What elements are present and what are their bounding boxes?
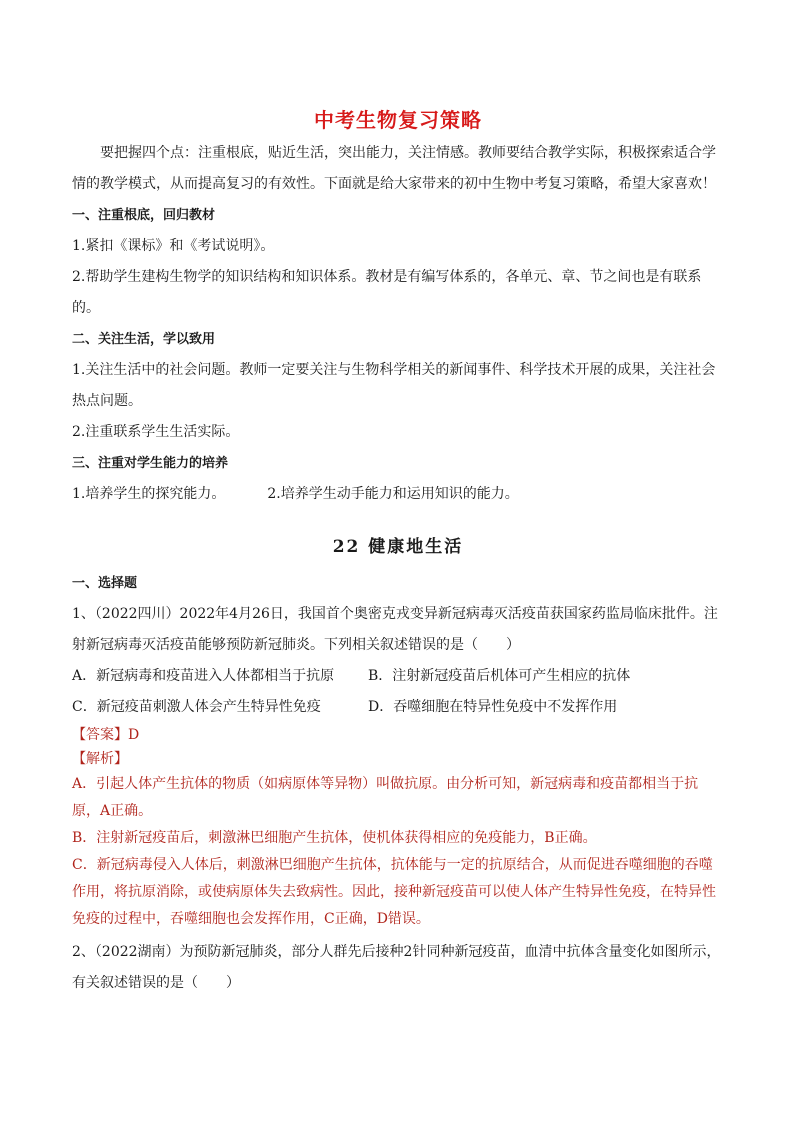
question-block xyxy=(72,568,724,999)
document-title: 中考生物复习策略 xyxy=(314,108,482,132)
question-1-options-row-2 xyxy=(72,692,724,723)
question-1-analysis-label: 【解析】 xyxy=(72,751,128,767)
section-1-item-2: 2.帮助学生建构生物学的知识结构和知识体系。教材是有编写体系的，各单元、章、节之间也是有联系的。 xyxy=(72,269,702,316)
intro-paragraph: 要把握四个点：注重根底，贴近生活，突出能力，关注情感。教师要结合教学实际，积极探索适合学情的教学模式，从而提高复习的有效性。下面就是给大家带来的初中生物中考复习策略，希望大家喜欢！ xyxy=(72,145,716,192)
chapter-title: 22 健康地生活 xyxy=(332,537,464,557)
analysis-c: C．新冠病毒侵入人体后，刺激淋巴细胞产生抗体，抗体能与一定的抗原结合，从而促进吞噬细胞的吞噬作用，将抗原消除，或使病原体失去致病性。因此，接种新冠疫苗可以使人体产生特异性免疫，在特异性免疫的过程中，吞噬细胞也会发挥作用，C正确，D错误。 xyxy=(72,857,716,927)
section-3-item-1: 1.培养学生的探究能力。 xyxy=(72,486,226,502)
option-a: A．新冠病毒和疫苗进入人体都相当于抗原 xyxy=(72,668,335,684)
option-c: C．新冠疫苗刺激人体会产生特异性免疫 xyxy=(72,699,321,715)
strategy-block xyxy=(72,138,724,510)
section-1-item-1: 1.紧扣《课标》和《考试说明》。 xyxy=(72,238,275,254)
option-b: B．注射新冠疫苗后机体可产生相应的抗体 xyxy=(368,668,631,684)
analysis-b: B．注射新冠疫苗后，刺激淋巴细胞产生抗体，使机体获得相应的免疫能力，B正确。 xyxy=(72,830,597,846)
section-heading-2: 二、关注生活，学以致用 xyxy=(72,332,216,347)
analysis-a: A．引起人体产生抗体的物质（如病原体等异物）叫做抗原。由分析可知，新冠病毒和疫苗都相当于抗原，A正确。 xyxy=(72,776,699,819)
question-1-options-row-1 xyxy=(72,661,724,692)
question-1-answer: 【答案】D xyxy=(72,727,140,743)
section-3-items xyxy=(72,479,724,510)
section-3-item-2: 2.培养学生动手能力和运用知识的能力。 xyxy=(267,486,519,502)
section-heading-1: 一、注重根底，回归教材 xyxy=(72,208,216,223)
section-2-item-2: 2.注重联系学生生活实际。 xyxy=(72,424,240,440)
question-1-stem: 1、（2022四川）2022年4月26日，我国首个奥密克戎变异新冠病毒灭活疫苗获国家药监局临床批件。注射新冠病毒灭活疫苗能够预防新冠肺炎。下列相关叙述错误的是（ ） xyxy=(72,606,718,653)
section-2-item-1: 1.关注生活中的社会问题。教师一定要关注与生物科学相关的新闻事件、科学技术开展的成果，关注社会热点问题。 xyxy=(72,362,716,409)
question-2-stem: 2、（2022湖南）为预防新冠肺炎，部分人群先后接种2针同种新冠疫苗，血清中抗体含量变化如图所示，有关叙述错误的是（ ） xyxy=(72,944,721,991)
section-heading-3: 三、注重对学生能力的培养 xyxy=(72,456,229,471)
question-section-heading: 一、选择题 xyxy=(72,576,138,591)
document-page xyxy=(72,0,724,1123)
option-d: D．吞噬细胞在特异性免疫中不发挥作用 xyxy=(368,699,618,715)
